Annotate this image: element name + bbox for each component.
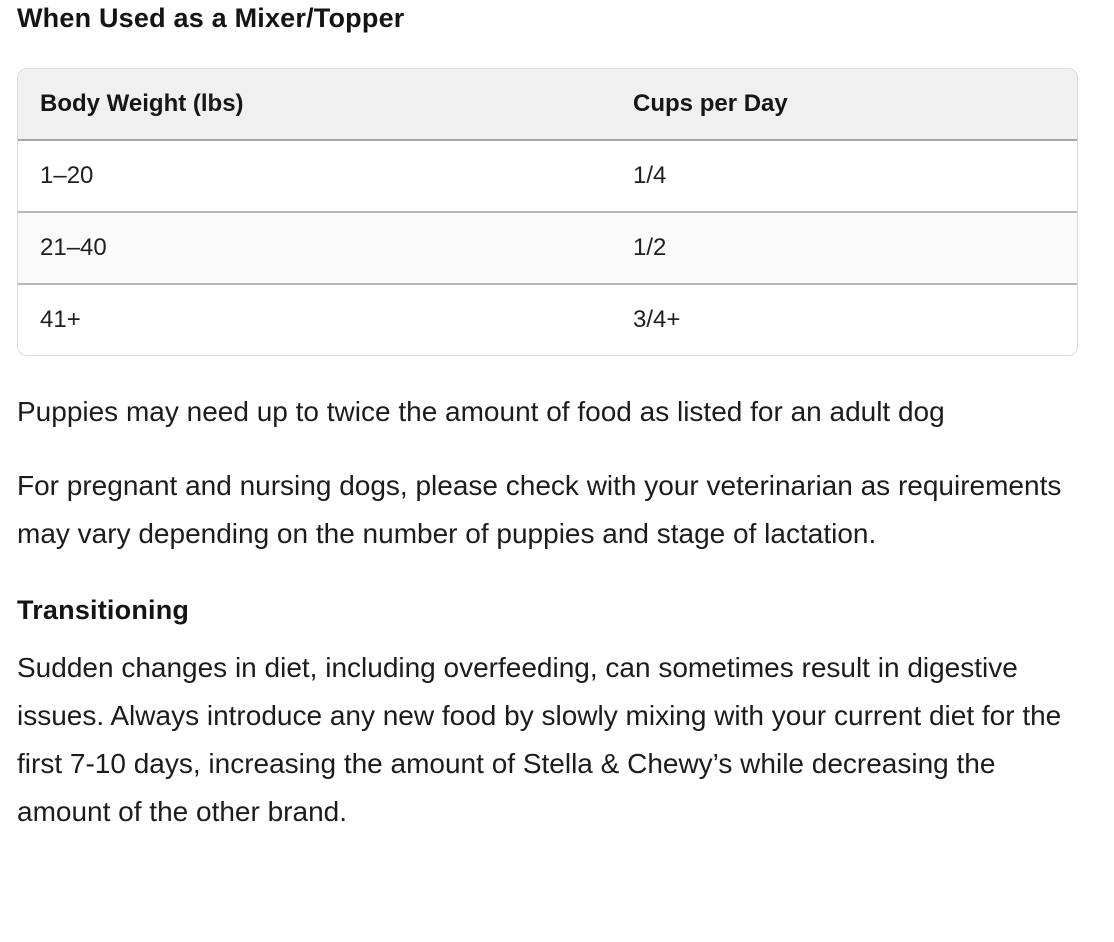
cell-cups-per-day: 1/4 bbox=[611, 141, 1077, 213]
column-header-cups-per-day: Cups per Day bbox=[611, 69, 1077, 141]
column-header-body-weight: Body Weight (lbs) bbox=[18, 69, 611, 141]
table-row bbox=[18, 285, 1077, 355]
feeding-table-body bbox=[18, 141, 1077, 355]
heading-mixer-topper: When Used as a Mixer/Topper bbox=[17, 3, 405, 33]
cell-weight-range: 1–20 bbox=[18, 141, 611, 213]
cell-cups-per-day: 1/2 bbox=[611, 213, 1077, 285]
cell-cups-per-day: 3/4+ bbox=[633, 306, 681, 333]
table-row bbox=[18, 213, 1077, 285]
feeding-table-header bbox=[18, 69, 1077, 141]
paragraph-transitioning-instructions: Sudden changes in diet, including overfeeding, can sometimes result in digestive issues. Always introduce any new food by slowly mixing with your current diet for the first 7-10 days, increasing the amount of Stella & Chewy’s while decreasing the amount of the other brand. bbox=[17, 652, 1062, 827]
table-row bbox=[18, 141, 1077, 213]
cell-weight-range: 41+ bbox=[40, 306, 81, 333]
heading-transitioning: Transitioning bbox=[17, 595, 190, 625]
cell-weight-range: 21–40 bbox=[18, 213, 611, 285]
feeding-table bbox=[17, 68, 1078, 356]
table-header-row bbox=[18, 69, 1077, 141]
paragraph-puppies-note: Puppies may need up to twice the amount of food as listed for an adult dog bbox=[17, 396, 945, 427]
paragraph-pregnant-nursing-note: For pregnant and nursing dogs, please check with your veterinarian as requirements may vary depending on the number of puppies and stage of lactation. bbox=[17, 470, 1062, 549]
